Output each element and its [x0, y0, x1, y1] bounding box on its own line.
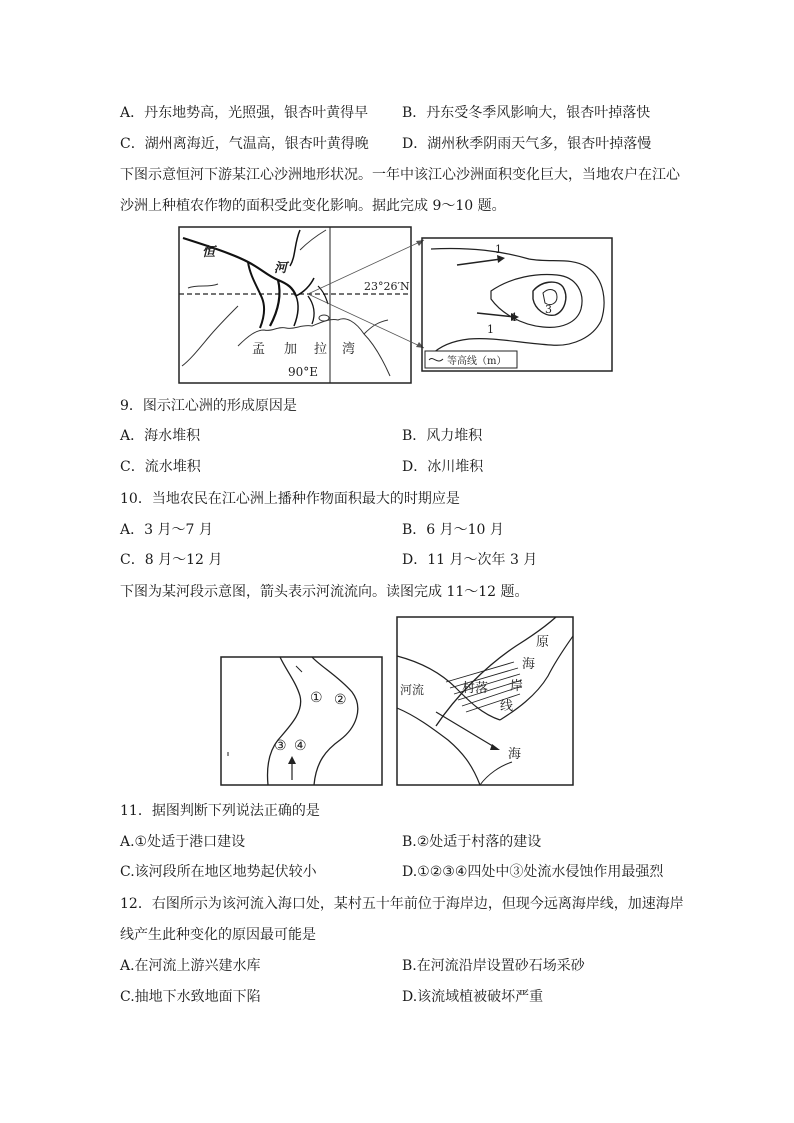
point-3: ③ — [274, 738, 287, 754]
longitude-label: 90°E — [288, 365, 319, 379]
map-label-heng: 恒 — [202, 245, 216, 260]
coastline-label-4: 线 — [500, 699, 514, 714]
q12-option-d: D.该流域植被破坏严重 — [402, 989, 544, 1005]
bay-label-1: 孟 — [252, 342, 266, 357]
bay-label-4: 湾 — [342, 342, 356, 357]
intro-text: 沙洲上种植农作物的面积受此变化影响。据此完成 9～10 题。 — [120, 198, 506, 214]
contour-inset-map — [421, 237, 613, 372]
river-segment-figure — [220, 656, 383, 786]
q9-option-c: C．流水堆积 — [120, 459, 201, 475]
contour-label-3: 3 — [545, 303, 552, 316]
intro-text: 下图示意恒河下游某江心沙洲地形状况。一年中该江心沙洲面积变化巨大，当地农户在江心 — [120, 167, 680, 183]
question-12-stem: 线产生此种变化的原因最可能是 — [120, 927, 316, 943]
zoom-connector — [300, 230, 430, 352]
coastline-label-1: 原 — [536, 635, 550, 650]
question-10-stem: 10．当地农民在江心洲上播种作物面积最大的时期应是 — [120, 491, 460, 507]
q9-option-d: D．冰川堆积 — [402, 459, 484, 475]
village-label: 村落 — [462, 681, 489, 696]
q10-option-c: C．8 月～12 月 — [120, 552, 223, 568]
river-label: 河流 — [400, 683, 425, 697]
sea-label: 海 — [508, 747, 522, 762]
coastline-label-3: 岸 — [510, 679, 524, 694]
q11-option-d: D.①②③④四处中③处流水侵蚀作用最强烈 — [402, 864, 664, 880]
q9-option-b: B．风力堆积 — [402, 428, 483, 444]
question-11-stem: 11．据图判断下列说法正确的是 — [120, 803, 320, 819]
estuary-figure — [396, 616, 574, 786]
question-12-stem: 12．右图所示为该河流入海口处，某村五十年前位于海岸边，但现今远离海岸线，加速海岸 — [120, 896, 684, 912]
map-label-he: 河 — [274, 261, 288, 276]
q10-option-d: D．11 月～次年 3 月 — [402, 552, 538, 568]
option-c: C．湖州离海近，气温高，银杏叶黄得晚 — [120, 136, 369, 152]
contour-label: 1 — [487, 323, 494, 336]
bay-label-3: 拉 — [314, 342, 328, 357]
q12-option-a: A.在河流上游兴建水库 — [120, 958, 261, 974]
option-b: B．丹东受冬季风影响大，银杏叶掉落快 — [402, 105, 651, 121]
contour-label: 1 — [511, 311, 518, 324]
option-d: D．湖州秋季阴雨天气多，银杏叶掉落慢 — [402, 136, 652, 152]
q9-option-a: A．海水堆积 — [120, 428, 201, 444]
point-1: ① — [310, 690, 323, 706]
q12-option-c: C.抽地下水致地面下陷 — [120, 989, 261, 1005]
contour-label: 1 — [495, 243, 502, 256]
q10-option-a: A．3 月～7 月 — [120, 522, 213, 538]
coastline-label-2: 海 — [522, 657, 536, 672]
latitude-label: 23°26′N — [364, 280, 410, 293]
contour-legend: 等高线（m） — [447, 356, 507, 367]
q11-option-a: A.①处适于港口建设 — [120, 834, 246, 850]
q11-option-c: C.该河段所在地区地势起伏较小 — [120, 864, 317, 880]
q12-option-b: B.在河流沿岸设置砂石场采砂 — [402, 958, 585, 974]
intro-text: 下图为某河段示意图，箭头表示河流流向。读图完成 11～12 题。 — [120, 584, 529, 600]
q10-option-b: B．6 月～10 月 — [402, 522, 504, 538]
question-9-stem: 9．图示江心洲的形成原因是 — [120, 398, 297, 414]
bay-label-2: 加 — [284, 342, 298, 357]
option-a: A．丹东地势高，光照强，银杏叶黄得早 — [120, 105, 369, 121]
point-2: ② — [334, 692, 347, 708]
point-4: ④ — [294, 738, 307, 754]
q11-option-b: B.②处适于村落的建设 — [402, 834, 542, 850]
